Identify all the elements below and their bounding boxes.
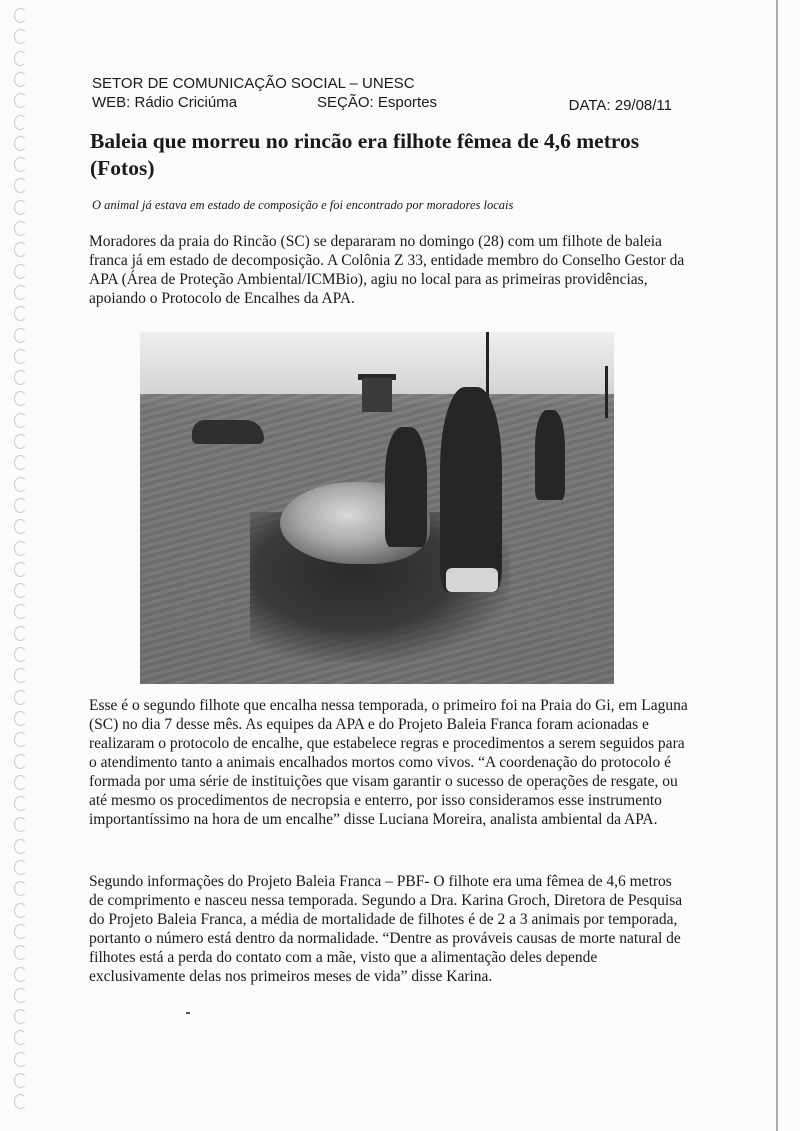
- binder-hole: [14, 413, 27, 428]
- person-figure: [385, 427, 427, 547]
- binder-hole: [14, 264, 27, 279]
- binder-hole: [14, 881, 27, 896]
- binder-hole: [14, 328, 27, 343]
- binder-hole: [14, 945, 27, 960]
- binder-hole: [14, 817, 27, 832]
- binder-hole: [14, 242, 27, 257]
- paragraph-1: Moradores da praia do Rincão (SC) se depararam no domingo (28) com um filhote de baleia franca já em estado de decomposição. A Colônia Z 33, entidade membro do Conselho Gestor da APA (Área de Proteção Ambiental/ICMBio), agiu no local para as primeiras providências, apoiando o Protocolo de Encalhes da APA.: [89, 233, 685, 307]
- binder-hole: [14, 924, 27, 939]
- section-label: SEÇÃO: Esportes: [317, 94, 438, 111]
- binder-hole: [14, 668, 27, 683]
- person-figure: [440, 387, 502, 592]
- binder-hole: [14, 8, 27, 23]
- binder-hole: [14, 455, 27, 470]
- binder-hole: [14, 370, 27, 385]
- binder-hole: [14, 1052, 27, 1067]
- binder-hole: [14, 1094, 27, 1109]
- binder-hole: [14, 72, 27, 87]
- white-boots: [446, 568, 498, 592]
- pole: [605, 366, 608, 418]
- binder-hole: [14, 51, 27, 66]
- binder-hole: [14, 541, 27, 556]
- binder-hole: [14, 860, 27, 875]
- article-title: Baleia que morreu no rincão era filhote fêmea de 4,6 metros (Fotos): [90, 129, 640, 180]
- binder-hole: [14, 754, 27, 769]
- document-header: [92, 74, 682, 112]
- binder-hole: [14, 775, 27, 790]
- whale-photo: [140, 332, 614, 684]
- lifeguard-tower: [362, 378, 392, 412]
- binder-hole: [14, 115, 27, 130]
- paragraph-2: Esse é o segundo filhote que encalha nessa temporada, o primeiro foi na Praia do Gi, em Laguna (SC) no dia 7 desse mês. As equipes da APA e do Projeto Baleia Franca foram acionadas e realizaram o protocolo de encalhe, que estabelece regras e procedimentos a serem seguidos para o atendimento tanto a animais encalhados mortos como vivos. “A coordenação do protocolo é formada por uma série de instituições que visam garantir o sucesso de operações de resgate, ou até mesmo os procedimentos de necropsia e enterro, por isso consideramos esse instrumento importantíssimo na hora de um encalhe” disse Luciana Moreira, analista ambiental da APA.: [89, 697, 688, 828]
- binder-hole: [14, 711, 27, 726]
- article-subtitle: O animal já estava em estado de composição e foi encontrado por moradores locais: [92, 198, 514, 212]
- binder-hole: [14, 967, 27, 982]
- binder-hole: [14, 604, 27, 619]
- binder-hole: [14, 1009, 27, 1024]
- binder-hole: [14, 391, 27, 406]
- web-source-label: WEB: Rádio Criciúma: [92, 94, 238, 111]
- binder-hole: [14, 647, 27, 662]
- binder-hole: [14, 200, 27, 215]
- binder-hole: [14, 306, 27, 321]
- binder-hole: [14, 519, 27, 534]
- binder-hole: [14, 1073, 27, 1088]
- binder-hole: [14, 136, 27, 151]
- binder-hole: [14, 903, 27, 918]
- scan-speck: [186, 1012, 190, 1014]
- binder-hole: [14, 157, 27, 172]
- scan-edge-line: [776, 0, 778, 1131]
- binder-hole: [14, 477, 27, 492]
- binder-hole: [14, 221, 27, 236]
- binder-hole: [14, 29, 27, 44]
- binder-hole: [14, 839, 27, 854]
- binder-hole: [14, 349, 27, 364]
- binder-hole: [14, 1030, 27, 1045]
- binder-holes: [10, 8, 32, 1123]
- binder-hole: [14, 796, 27, 811]
- binder-hole: [14, 434, 27, 449]
- binder-hole: [14, 690, 27, 705]
- binder-hole: [14, 93, 27, 108]
- car-on-beach: [192, 420, 264, 444]
- organization-label: SETOR DE COMUNICAÇÃO SOCIAL – UNESC: [92, 75, 415, 92]
- date-label: DATA: 29/08/11: [568, 97, 672, 114]
- binder-hole: [14, 285, 27, 300]
- binder-hole: [14, 626, 27, 641]
- binder-hole: [14, 732, 27, 747]
- person-figure: [535, 410, 565, 500]
- paragraph-3: Segundo informações do Projeto Baleia Franca – PBF- O filhote era uma fêmea de 4,6 metros de comprimento e nasceu nessa temporada. Segundo a Dra. Karina Groch, Diretora de Pesquisa do Projeto Baleia Franca, a média de mortalidade de filhotes é de 2 a 3 animais por temporada, portanto o número está dentro da normalidade. “Dentre as prováveis causas de morte natural de filhotes está a perda do contato com a mãe, visto que a alimentação deles depende exclusivamente delas nos primeiros meses de vida” disse Karina.: [89, 873, 683, 985]
- binder-hole: [14, 498, 27, 513]
- binder-hole: [14, 583, 27, 598]
- binder-hole: [14, 988, 27, 1003]
- binder-hole: [14, 562, 27, 577]
- binder-hole: [14, 178, 27, 193]
